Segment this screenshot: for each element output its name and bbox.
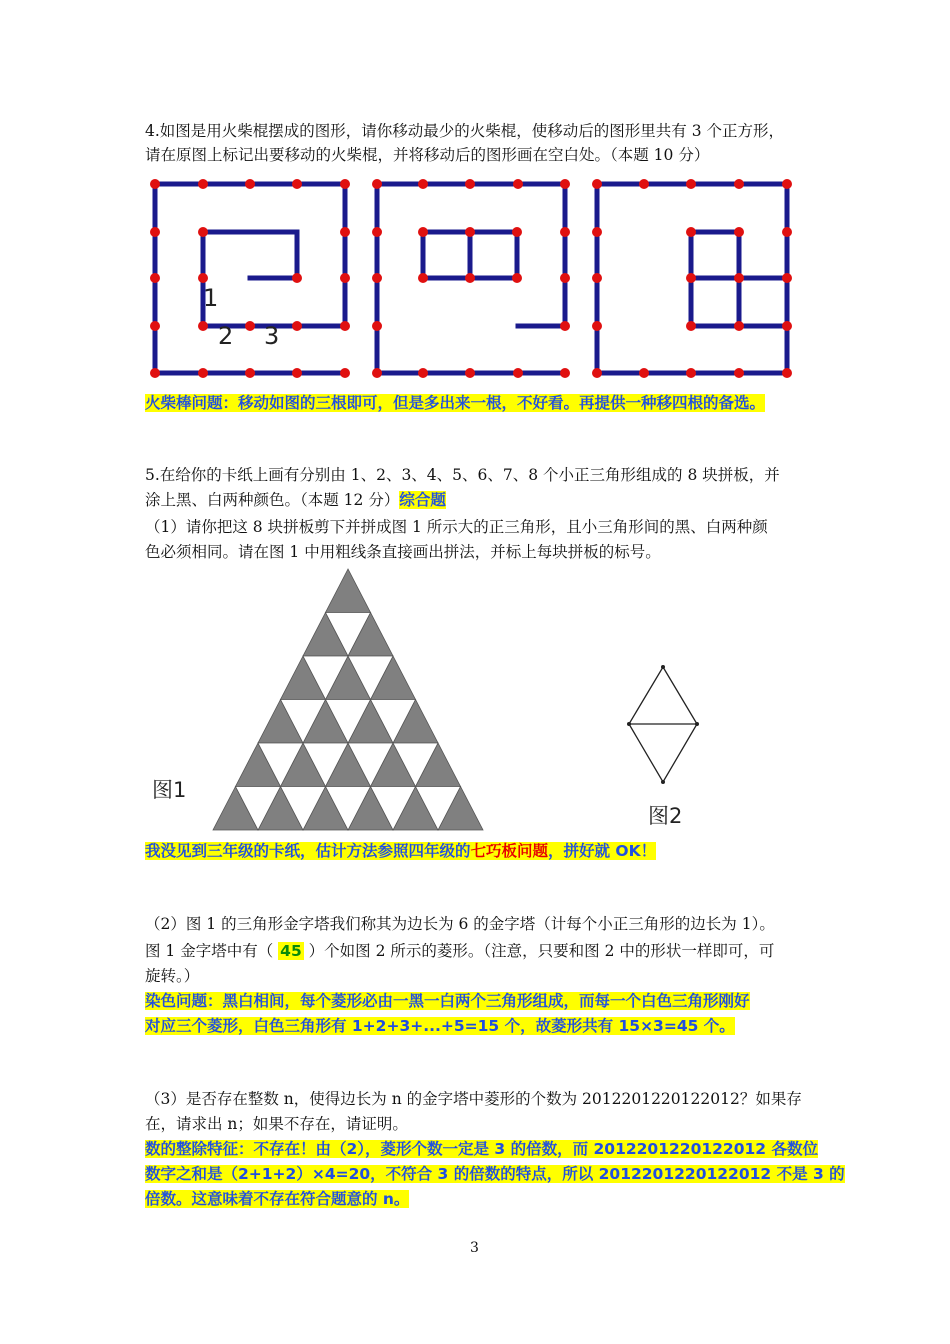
q5-p2-answer: 45 bbox=[280, 942, 302, 960]
rhombus-figure bbox=[625, 662, 705, 792]
q5-line2: 涂上黑、白两种颜色。（本题 12 分） bbox=[145, 491, 400, 509]
q5-p1-line1: （1）请你把这 8 块拼板剪下并拼成图 1 所示大的正三角形，且小三角形间的黑、白两种颜 bbox=[145, 518, 768, 536]
q5-p3-solution-3: 倍数。这意味着不存在符合题意的 n。 bbox=[145, 1190, 410, 1208]
q5-p2-line2-post: ）个如图 2 所示的菱形。（注意，只要和图 2 中的形状一样即可，可 bbox=[308, 942, 775, 960]
q5-p3-solution-2: 数字之和是（2+1+2）×4=20，不符合 3 的倍数的特点，所以 2012201220122012 不是 3 的 bbox=[145, 1165, 845, 1183]
triangle-pyramid-figure bbox=[198, 567, 498, 832]
q5-note-post: ，拼好就 OK！ bbox=[548, 842, 657, 860]
q5-line1: 5.在给你的卡纸上画有分别由 1、2、3、4、5、6、7、8 个小正三角形组成的 8 块拼板，并 bbox=[145, 466, 780, 484]
q5-p2-line3: 旋转。） bbox=[145, 967, 200, 985]
q5-tag: 综合题 bbox=[399, 491, 446, 509]
q5-p3-line1: （3）是否存在整数 n，使得边长为 n 的金字塔中菱形的个数为 2012201220122012？如果存 bbox=[145, 1090, 802, 1108]
matchstick-figures bbox=[145, 178, 805, 378]
q5-p1-line2: 色必须相同。请在图 1 中用粗线条直接画出拼法，并标上每块拼板的标号。 bbox=[145, 543, 661, 561]
matchstick-label-1: 1 bbox=[203, 284, 219, 312]
q4-line2: 请在原图上标记出要移动的火柴棍，并将移动后的图形画在空白处。（本题 10 分） bbox=[145, 146, 710, 164]
matchstick-label-3: 3 bbox=[264, 322, 280, 350]
q5-p2-line2-pre: 图 1 金字塔中有（ bbox=[145, 942, 274, 960]
q5-p2-solution-2: 对应三个菱形，白色三角形有 1+2+3+...+5=15 个，故菱形共有 15×3=45 个。 bbox=[145, 1017, 735, 1035]
q5-p2-solution-1: 染色问题：黑白相间，每个菱形必由一黑一白两个三角形组成，而每一个白色三角形刚好 bbox=[145, 992, 750, 1010]
matchstick-label-2: 2 bbox=[218, 322, 234, 350]
q5-p3-line2: 在，请求出 n；如果不存在，请证明。 bbox=[145, 1115, 408, 1133]
figure2-label: 图2 bbox=[648, 804, 683, 828]
q5-note-red: 七巧板问题 bbox=[470, 842, 549, 860]
q4-line1: 4.如图是用火柴棍摆成的图形，请你移动最少的火柴棍，使移动后的图形里共有 3 个正方形， bbox=[145, 122, 785, 140]
q4-answer: 火柴棒问题：移动如图的三根即可，但是多出来一根，不好看。再提供一种移四根的备选。 bbox=[145, 394, 766, 412]
grey-triangle bbox=[326, 569, 371, 613]
q5-p3-solution-1: 数的整除特征：不存在！由（2），菱形个数一定是 3 的倍数，而 2012201220122012 各数位 bbox=[145, 1140, 818, 1158]
page-number: 3 bbox=[470, 1240, 479, 1256]
q5-p2-line1: （2）图 1 的三角形金字塔我们称其为边长为 6 的金字塔（计每个小正三角形的边长为 1）。 bbox=[145, 915, 775, 933]
figure1-label: 图1 bbox=[152, 778, 187, 802]
q5-note-pre: 我没见到三年级的卡纸，估计方法参照四年级的 bbox=[145, 842, 471, 860]
